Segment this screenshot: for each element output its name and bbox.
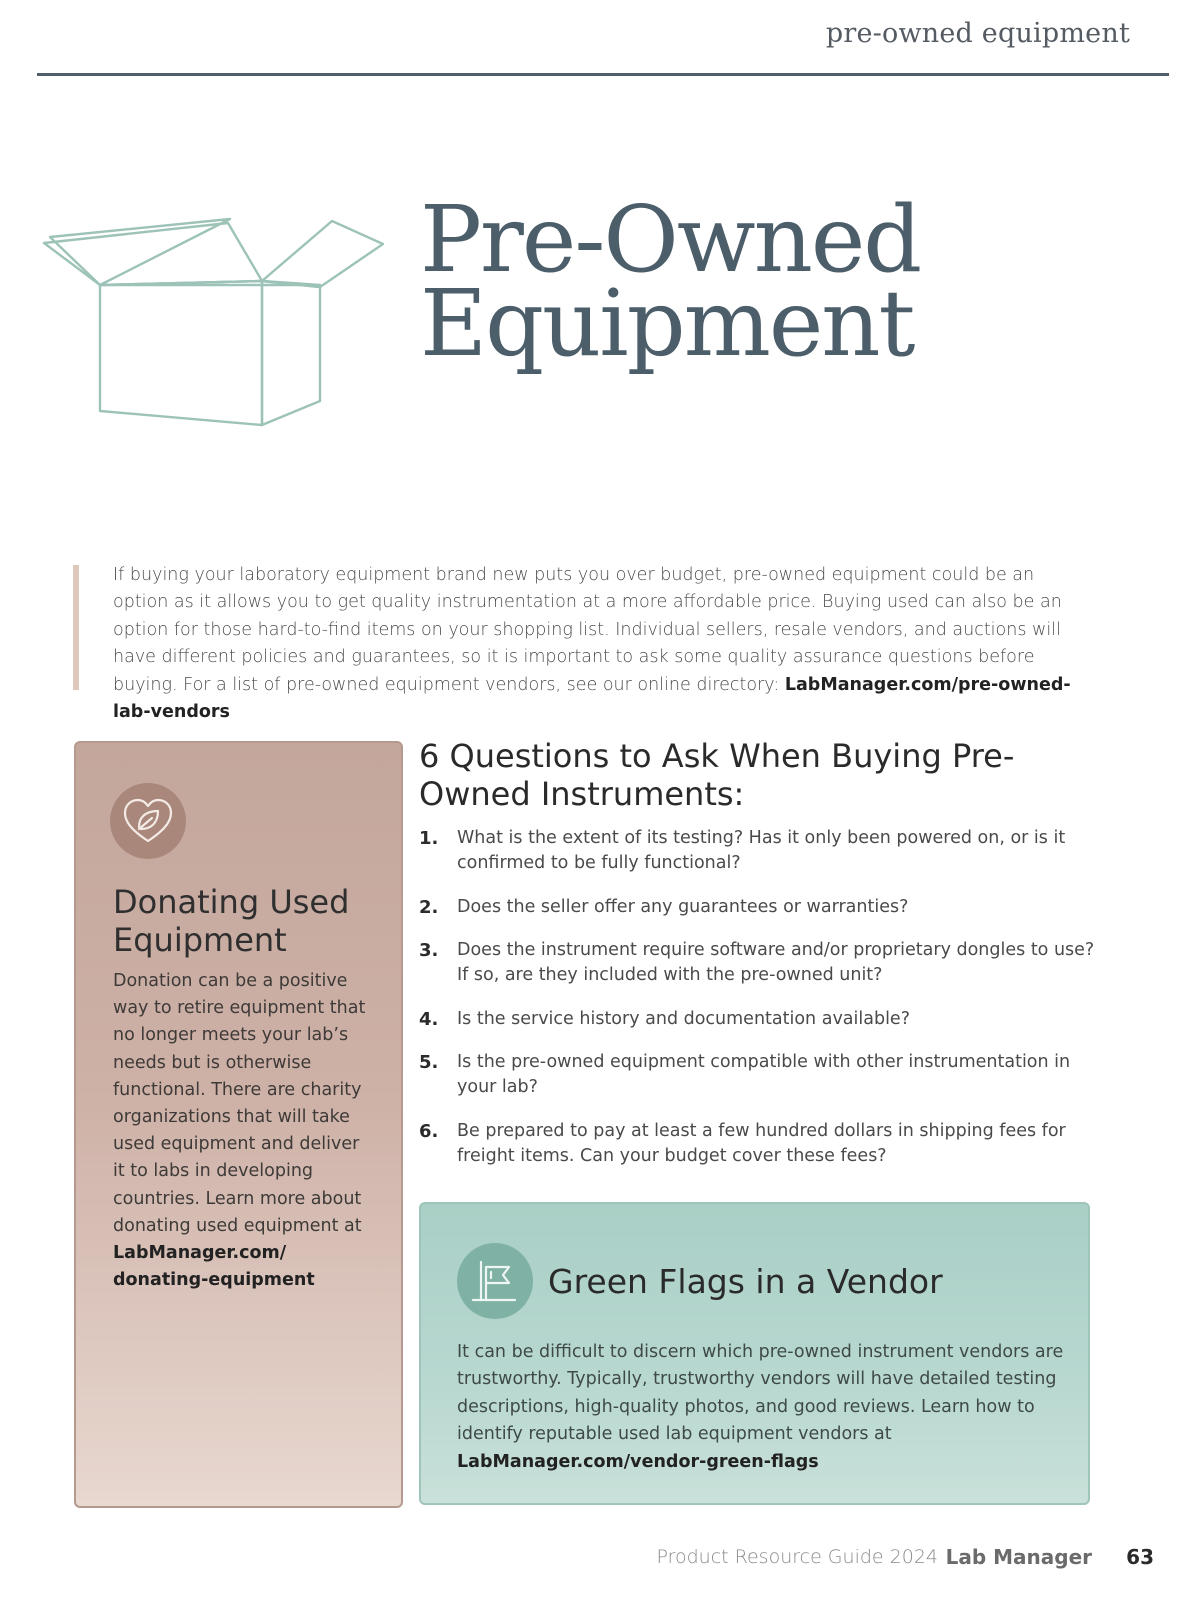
questions-heading: 6 Questions to Ask When Buying Pre-Owned Instruments:	[419, 737, 1015, 813]
question-text: Is the pre-owned equipment compatible with other instrumentation in your lab?	[457, 1052, 1071, 1097]
question-text: Does the seller offer any guarantees or warranties?	[457, 896, 909, 917]
flag-icon	[457, 1243, 533, 1319]
question-number: 2.	[419, 896, 439, 918]
donating-body	[113, 968, 373, 1294]
question-number: 4.	[419, 1008, 439, 1030]
page-title	[420, 186, 1120, 377]
intro-accent-bar	[73, 565, 79, 690]
question-item	[419, 826, 1099, 876]
green-flags-link[interactable]: LabManager.com/vendor-green-flags	[457, 1451, 819, 1472]
question-text: Is the service history and documentation available?	[457, 1008, 910, 1029]
green-flags-body	[457, 1339, 1077, 1476]
question-number: 5.	[419, 1052, 439, 1073]
page-number: 63	[1126, 1545, 1154, 1569]
donating-text: Donation can be a positive way to retire equipment that no longer meets your lab’s needs but is otherwise functional. There are charity organizations that will take used equipment and deliver it to labs in developing countries. Learn more about donating used equipment at	[113, 971, 366, 1236]
running-head: pre-owned equipment	[825, 18, 1130, 49]
question-item	[419, 1007, 1099, 1032]
footer-guide-title: Product Resource Guide 2024	[656, 1546, 938, 1568]
intro-paragraph	[113, 562, 1093, 726]
footer-brand: Lab Manager	[945, 1545, 1092, 1569]
questions-list	[419, 826, 1099, 1187]
donating-link[interactable]: LabManager.com/ donating-equipment	[113, 1243, 315, 1291]
question-text: Be prepared to pay at least a few hundred dollars in shipping fees for freight items. Can your budget cover these fees?	[457, 1120, 1066, 1166]
intro-link[interactable]: LabManager.com/pre-owned-lab-vendors	[113, 674, 1071, 723]
green-flags-heading: Green Flags in a Vendor	[548, 1262, 943, 1301]
page-title-line-1: Pre-Owned	[420, 186, 921, 293]
question-item	[419, 895, 1099, 920]
donating-heading: Donating Used Equipment	[113, 883, 350, 959]
open-box-icon	[40, 215, 400, 445]
heart-leaf-icon	[110, 783, 186, 859]
question-item	[419, 938, 1099, 988]
intro-text: If buying your laboratory equipment brand new puts you over budget, pre-owned equipment could be an option as it allows you to get quality instrumentation at a more affordable price. Buying used can also be an option for those hard-to-find items on your shopping list. Individual sellers, resale vendors, and auctions will have different policies and guarantees, so it is important to ask some quality assurance questions before buying. For a list of pre-owned equipment vendors, see our online directory:	[113, 565, 1062, 695]
question-item	[419, 1119, 1099, 1169]
page-title-line-2: Equipment	[420, 270, 914, 377]
question-number: 6.	[419, 1120, 439, 1142]
green-flags-text: It can be difficult to discern which pre-owned instrument vendors are trustworthy. Typically, trustworthy vendors will have detailed testing descriptions, high-quality photos, and good reviews. Learn how to identify reputable used lab equipment vendors at	[457, 1342, 1064, 1445]
question-text: Does the instrument require software and/or proprietary dongles to use? If so, are they included with the pre-owned unit?	[457, 940, 1095, 985]
question-number: 1.	[419, 828, 439, 849]
question-number: 3.	[419, 940, 439, 961]
question-text: What is the extent of its testing? Has it only been powered on, or is it confirmed to be fully functional?	[457, 828, 1066, 873]
header-rule	[37, 73, 1169, 76]
question-item	[419, 1050, 1099, 1100]
